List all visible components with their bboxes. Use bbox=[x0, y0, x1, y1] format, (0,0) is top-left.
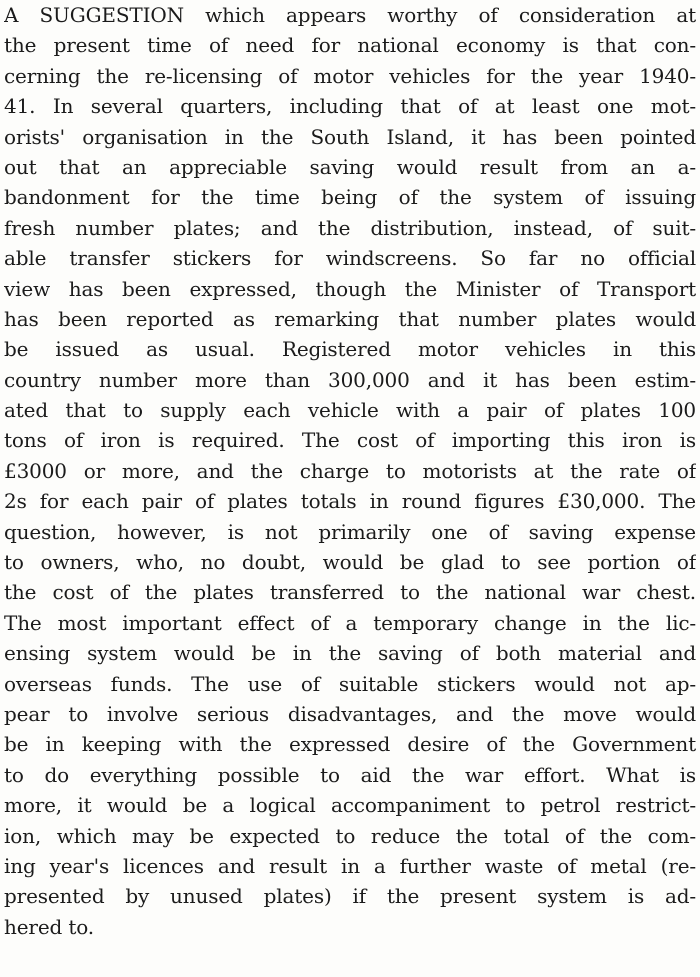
article-line: ion, which may be expected to reduce the total of the com- bbox=[4, 823, 696, 848]
article-line: has been reported as remarking that number plates would bbox=[4, 306, 696, 331]
article-line: ated that to supply each vehicle with a pair of plates 100 bbox=[4, 398, 696, 423]
article-line: presented by unused plates) if the present system is ad- bbox=[4, 884, 696, 909]
article-line: ing year's licences and result in a further waste of metal (re- bbox=[4, 853, 696, 878]
article-line: the present time of need for national economy is that con- bbox=[4, 33, 696, 58]
article-line: A SUGGESTION which appears worthy of consideration at bbox=[4, 3, 696, 27]
article-line: to do everything possible to aid the war effort. What is bbox=[4, 762, 696, 787]
article-line: the cost of the plates transferred to the national war chest. bbox=[4, 580, 696, 605]
article-line: bandonment for the time being of the system of issuing bbox=[4, 185, 696, 210]
article-line: hered to. bbox=[4, 914, 95, 939]
article-line: able transfer stickers for windscreens. So far no official bbox=[4, 246, 696, 271]
article-line: country number more than 300,000 and it has been estim- bbox=[4, 367, 696, 392]
article-line: ensing system would be in the saving of both material and bbox=[4, 641, 696, 666]
article-line: view has been expressed, though the Minister of Transport bbox=[4, 276, 696, 301]
article-line: fresh number plates; and the distribution, instead, of suit- bbox=[4, 215, 696, 240]
article-line: out that an appreciable saving would result from an a- bbox=[4, 154, 696, 179]
article-line: to owners, who, no doubt, would be glad to see portion of bbox=[4, 550, 696, 575]
article-line: be in keeping with the expressed desire of the Government bbox=[4, 732, 696, 757]
article-line: 2s for each pair of plates totals in round figures £30,000. The bbox=[4, 489, 696, 514]
article-line: more, it would be a logical accompaniment to petrol restrict- bbox=[4, 793, 696, 818]
article-line: question, however, is not primarily one of saving expense bbox=[4, 519, 696, 544]
article-line: tons of iron is required. The cost of importing this iron is bbox=[4, 428, 696, 453]
article-line: be issued as usual. Registered motor vehicles in this bbox=[4, 337, 696, 362]
editorial-article bbox=[4, 0, 696, 942]
article-line: overseas funds. The use of suitable stickers would not ap- bbox=[4, 671, 696, 696]
article-line: 41. In several quarters, including that of at least one mot- bbox=[4, 94, 696, 119]
article-line: cerning the re-licensing of motor vehicles for the year 1940- bbox=[4, 63, 696, 88]
article-line: orists' organisation in the South Island, it has been pointed bbox=[4, 124, 696, 149]
article-line: The most important effect of a temporary change in the lic- bbox=[4, 610, 696, 635]
article-line: pear to involve serious disadvantages, and the move would bbox=[4, 701, 696, 726]
article-line: £3000 or more, and the charge to motorists at the rate of bbox=[4, 458, 696, 483]
